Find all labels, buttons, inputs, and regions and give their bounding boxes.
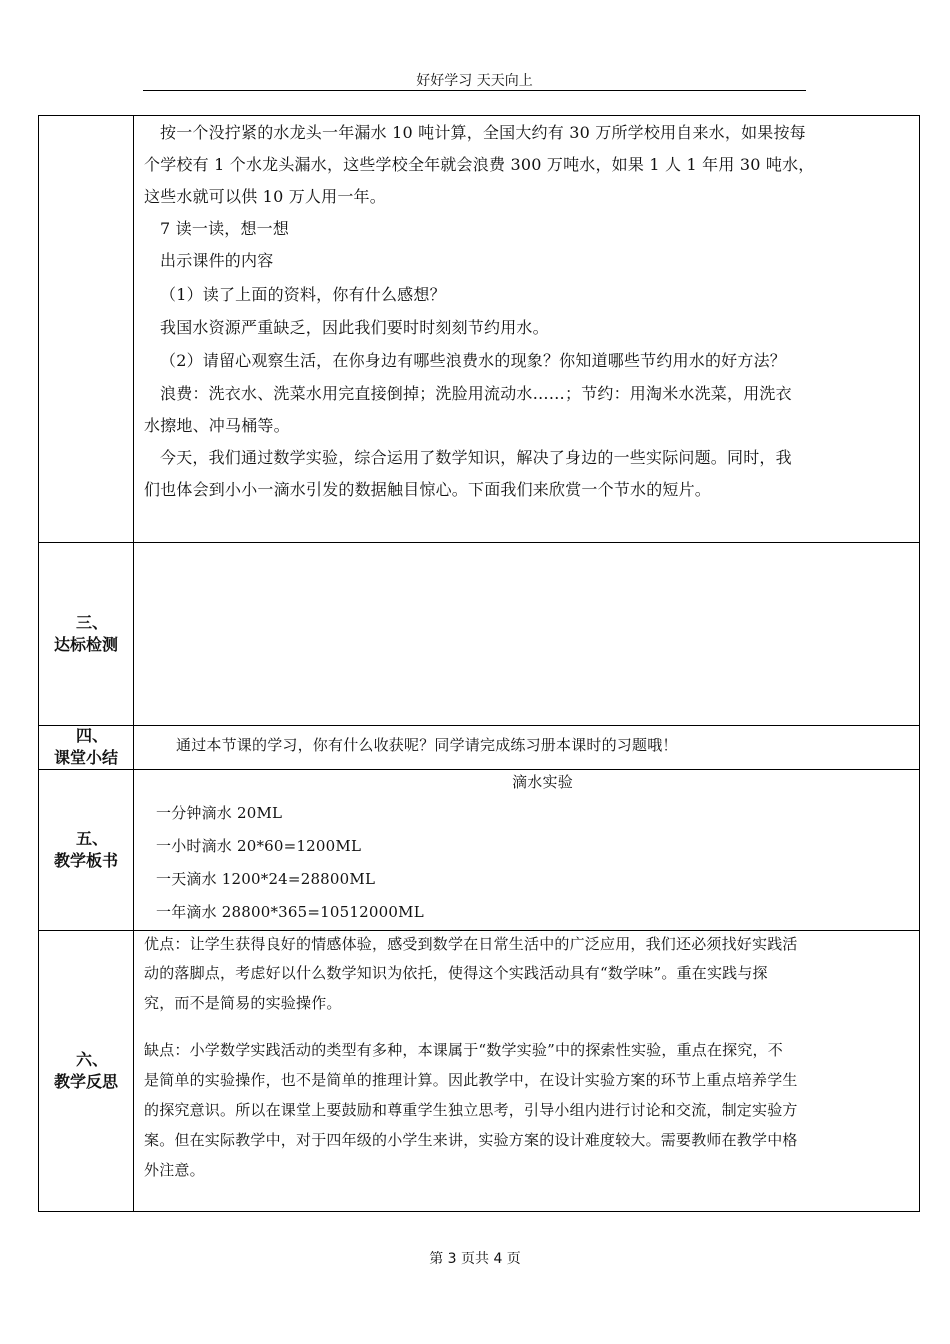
reflection-line: 的探究意识。所以在课堂上要鼓励和尊重学生独立思考，引导小组内进行讨论和交流，制定实验方 [144,1101,798,1119]
paragraph: 们也体会到小小一滴水引发的数据触目惊心。下面我们来欣赏一个节水的短片。 [144,480,712,499]
section5-content [134,770,919,930]
top-content [134,116,919,542]
section6-label [39,931,134,1211]
paragraph: 这些水就可以供 10 万人用一年。 [144,187,386,206]
reflection-line: 外注意。 [144,1161,205,1179]
section4-label [39,726,134,769]
section4-number: 四、 [75,726,108,745]
board-heading: 滴水实验 [512,773,573,791]
summary-text: 通过本节课的学习，你有什么收获呢？同学请完成练习册本课时的习题哦！ [176,736,678,754]
reflection-line: 究，而不是简易的实验操作。 [144,994,342,1012]
paragraph: 水擦地、冲马桶等。 [144,416,290,435]
reflection-line: 优点：让学生获得良好的情感体验，感受到数学在日常生活中的广泛应用，我们还必须找好实践活 [144,935,798,953]
table-row-section6 [38,930,920,1212]
section5-number: 五、 [75,829,108,848]
section3-title: 达标检测 [53,635,118,654]
paragraph: 浪费：洗衣水、洗菜水用完直接倒掉；洗脸用流动水……；节约：用淘米水洗菜，用洗衣 [160,384,792,403]
board-line: 一小时滴水 20*60=1200ML [156,837,362,855]
section4-content [134,726,919,769]
board-line: 一分钟滴水 20ML [156,804,283,822]
table-row-section5 [38,769,920,931]
section6-title: 教学反思 [53,1072,118,1091]
board-line: 一天滴水 1200*24=28800ML [156,870,376,888]
section3-label [39,543,134,725]
reflection-line: 动的落脚点，考虑好以什么数学知识为依托，使得这个实践活动具有“数学味”。重在实践与探 [144,964,768,982]
table-row-section3 [38,542,920,726]
reflection-line: 案。但在实际教学中，对于四年级的小学生来讲，实验方案的设计难度较大。需要教师在教学中格 [144,1131,798,1149]
section3-content [134,543,919,725]
section6-number: 六、 [75,1050,108,1069]
paragraph: （2）请留心观察生活，在你身边有哪些浪费水的现象？你知道哪些节约用水的好方法？ [160,351,786,370]
paragraph: （1）读了上面的资料，你有什么感想？ [160,285,446,304]
table-row-top [38,115,920,543]
section5-label [39,770,134,930]
page-footer: 第 3 页共 4 页 [429,1251,521,1267]
section4-title: 课堂小结 [53,748,118,767]
reflection-line: 缺点：小学数学实践活动的类型有多种，本课属于“数学实验”中的探索性实验，重点在探究，不 [144,1041,783,1059]
table-row-section4 [38,725,920,770]
paragraph: 个学校有 1 个水龙头漏水，这些学校全年就会浪费 300 万吨水，如果 1 人 1 年用 30 吨水， [144,155,815,174]
reflection-line: 是简单的实验操作，也不是简单的推理计算。因此教学中，在设计实验方案的环节上重点培养学生 [144,1071,798,1089]
paragraph: 出示课件的内容 [160,251,274,270]
paragraph: 按一个没拧紧的水龙头一年漏水 10 吨计算，全国大约有 30 万所学校用自来水，如果按每 [160,123,806,142]
row-label-empty [39,116,134,542]
page-header: 好好学习 天天向上 [416,73,533,89]
section3-number: 三、 [75,613,108,632]
section6-content [134,931,919,1211]
paragraph: 7 读一读，想一想 [160,219,290,238]
board-line: 一年滴水 28800*365=10512000ML [156,903,424,921]
paragraph: 我国水资源严重缺乏，因此我们要时时刻刻节约用水。 [160,318,549,337]
section5-title: 教学板书 [53,851,118,870]
paragraph: 今天，我们通过数学实验，综合运用了数学知识，解决了身边的一些实际问题。同时，我 [160,448,792,467]
header-rule [143,90,806,91]
